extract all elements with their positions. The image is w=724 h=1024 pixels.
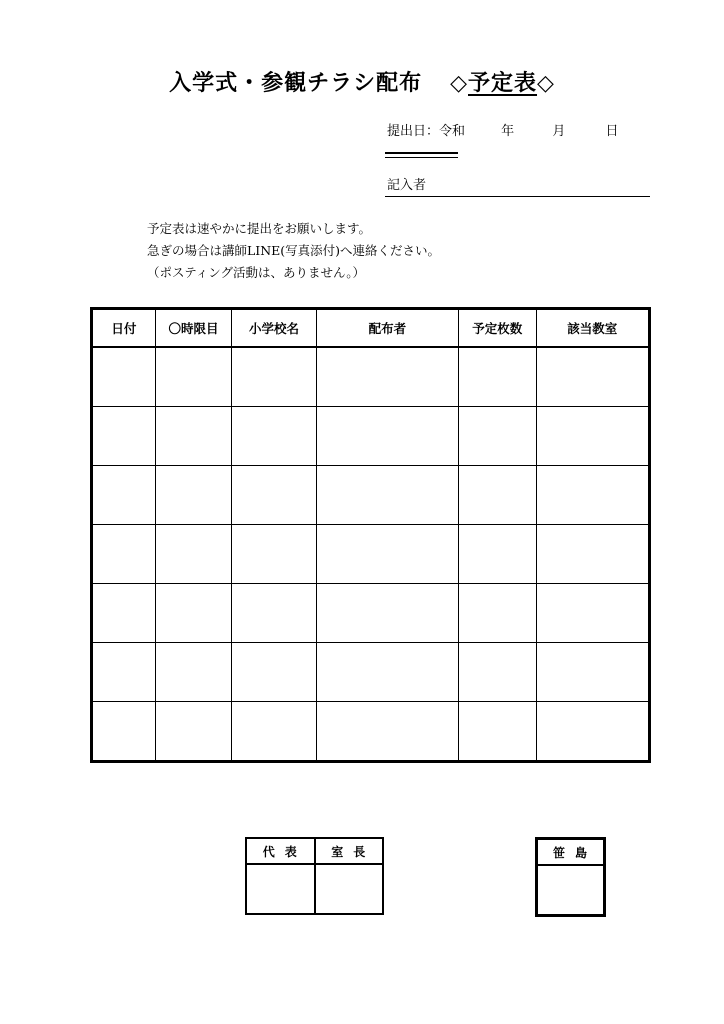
cell-date[interactable]	[92, 643, 156, 702]
cell-planned-count[interactable]	[459, 702, 537, 762]
document-title	[0, 66, 724, 97]
title-sub	[450, 71, 555, 96]
stamp-label-manager: 室長	[315, 838, 384, 864]
cell-distributor[interactable]	[316, 407, 458, 466]
cell-school[interactable]	[232, 643, 317, 702]
cell-period[interactable]	[155, 407, 232, 466]
writer-label: 記入者	[387, 178, 427, 193]
title-sub-suffix: ◇	[537, 71, 555, 96]
table-row	[92, 702, 650, 762]
cell-classroom[interactable]	[536, 347, 649, 407]
cell-distributor[interactable]	[316, 525, 458, 584]
cell-planned-count[interactable]	[459, 525, 537, 584]
cell-classroom[interactable]	[536, 407, 649, 466]
column-header-date: 日付	[92, 309, 156, 348]
cell-date[interactable]	[92, 407, 156, 466]
table-row	[92, 584, 650, 643]
cell-period[interactable]	[155, 466, 232, 525]
stamp-cell-manager[interactable]	[315, 864, 384, 914]
cell-school[interactable]	[232, 525, 317, 584]
cell-distributor[interactable]	[316, 466, 458, 525]
stamp-label-sasajima: 笹島	[537, 839, 605, 866]
title-main: 入学式・参観チラシ配布	[169, 71, 423, 96]
cell-date[interactable]	[92, 525, 156, 584]
table-header-row	[92, 309, 650, 348]
cell-planned-count[interactable]	[459, 407, 537, 466]
note-line: 予定表は速やかに提出をお願いします。	[147, 221, 372, 236]
year-label: 年	[501, 124, 515, 139]
submit-date-label: 提出日：令和	[387, 124, 466, 139]
table-row	[92, 347, 650, 407]
cell-planned-count[interactable]	[459, 584, 537, 643]
table-row	[92, 466, 650, 525]
cell-distributor[interactable]	[316, 347, 458, 407]
stamp-cell-sasajima[interactable]	[537, 865, 605, 916]
table-row	[92, 407, 650, 466]
cell-planned-count[interactable]	[459, 347, 537, 407]
cell-date[interactable]	[92, 584, 156, 643]
cell-period[interactable]	[155, 643, 232, 702]
cell-planned-count[interactable]	[459, 466, 537, 525]
column-header-classroom: 該当教室	[536, 309, 649, 348]
cell-period[interactable]	[155, 347, 232, 407]
notes	[147, 218, 440, 284]
cell-distributor[interactable]	[316, 584, 458, 643]
cell-school[interactable]	[232, 702, 317, 762]
note-line: （ポスティング活動は、ありません。）	[147, 265, 366, 280]
table-row	[92, 643, 650, 702]
stamp-cell-representative[interactable]	[246, 864, 315, 914]
cell-classroom[interactable]	[536, 584, 649, 643]
double-underline	[385, 152, 458, 158]
cell-classroom[interactable]	[536, 525, 649, 584]
cell-date[interactable]	[92, 466, 156, 525]
title-sub-text: 予定表	[468, 71, 538, 96]
stamp-label-representative: 代表	[246, 838, 315, 864]
table-row	[92, 525, 650, 584]
day-label: 日	[605, 124, 619, 139]
cell-period[interactable]	[155, 584, 232, 643]
cell-classroom[interactable]	[536, 643, 649, 702]
cell-classroom[interactable]	[536, 466, 649, 525]
cell-school[interactable]	[232, 584, 317, 643]
title-sub-prefix: ◇	[450, 71, 468, 96]
cell-date[interactable]	[92, 347, 156, 407]
column-header-period: 〇時限目	[155, 309, 232, 348]
cell-distributor[interactable]	[316, 702, 458, 762]
cell-classroom[interactable]	[536, 702, 649, 762]
cell-date[interactable]	[92, 702, 156, 762]
column-header-school: 小学校名	[232, 309, 317, 348]
cell-school[interactable]	[232, 347, 317, 407]
approval-stamp-box	[245, 837, 384, 915]
submit-date-row	[387, 120, 618, 139]
cell-school[interactable]	[232, 407, 317, 466]
cell-period[interactable]	[155, 702, 232, 762]
column-header-planned-count: 予定枚数	[459, 309, 537, 348]
note-line: 急ぎの場合は講師LINE(写真添付)へ連絡ください。	[147, 243, 441, 258]
cell-distributor[interactable]	[316, 643, 458, 702]
writer-signature-line[interactable]	[385, 196, 650, 197]
column-header-distributor: 配布者	[316, 309, 458, 348]
sasajima-stamp-box	[535, 837, 606, 917]
cell-period[interactable]	[155, 525, 232, 584]
cell-school[interactable]	[232, 466, 317, 525]
month-label: 月	[552, 124, 566, 139]
schedule-table	[90, 307, 651, 763]
cell-planned-count[interactable]	[459, 643, 537, 702]
